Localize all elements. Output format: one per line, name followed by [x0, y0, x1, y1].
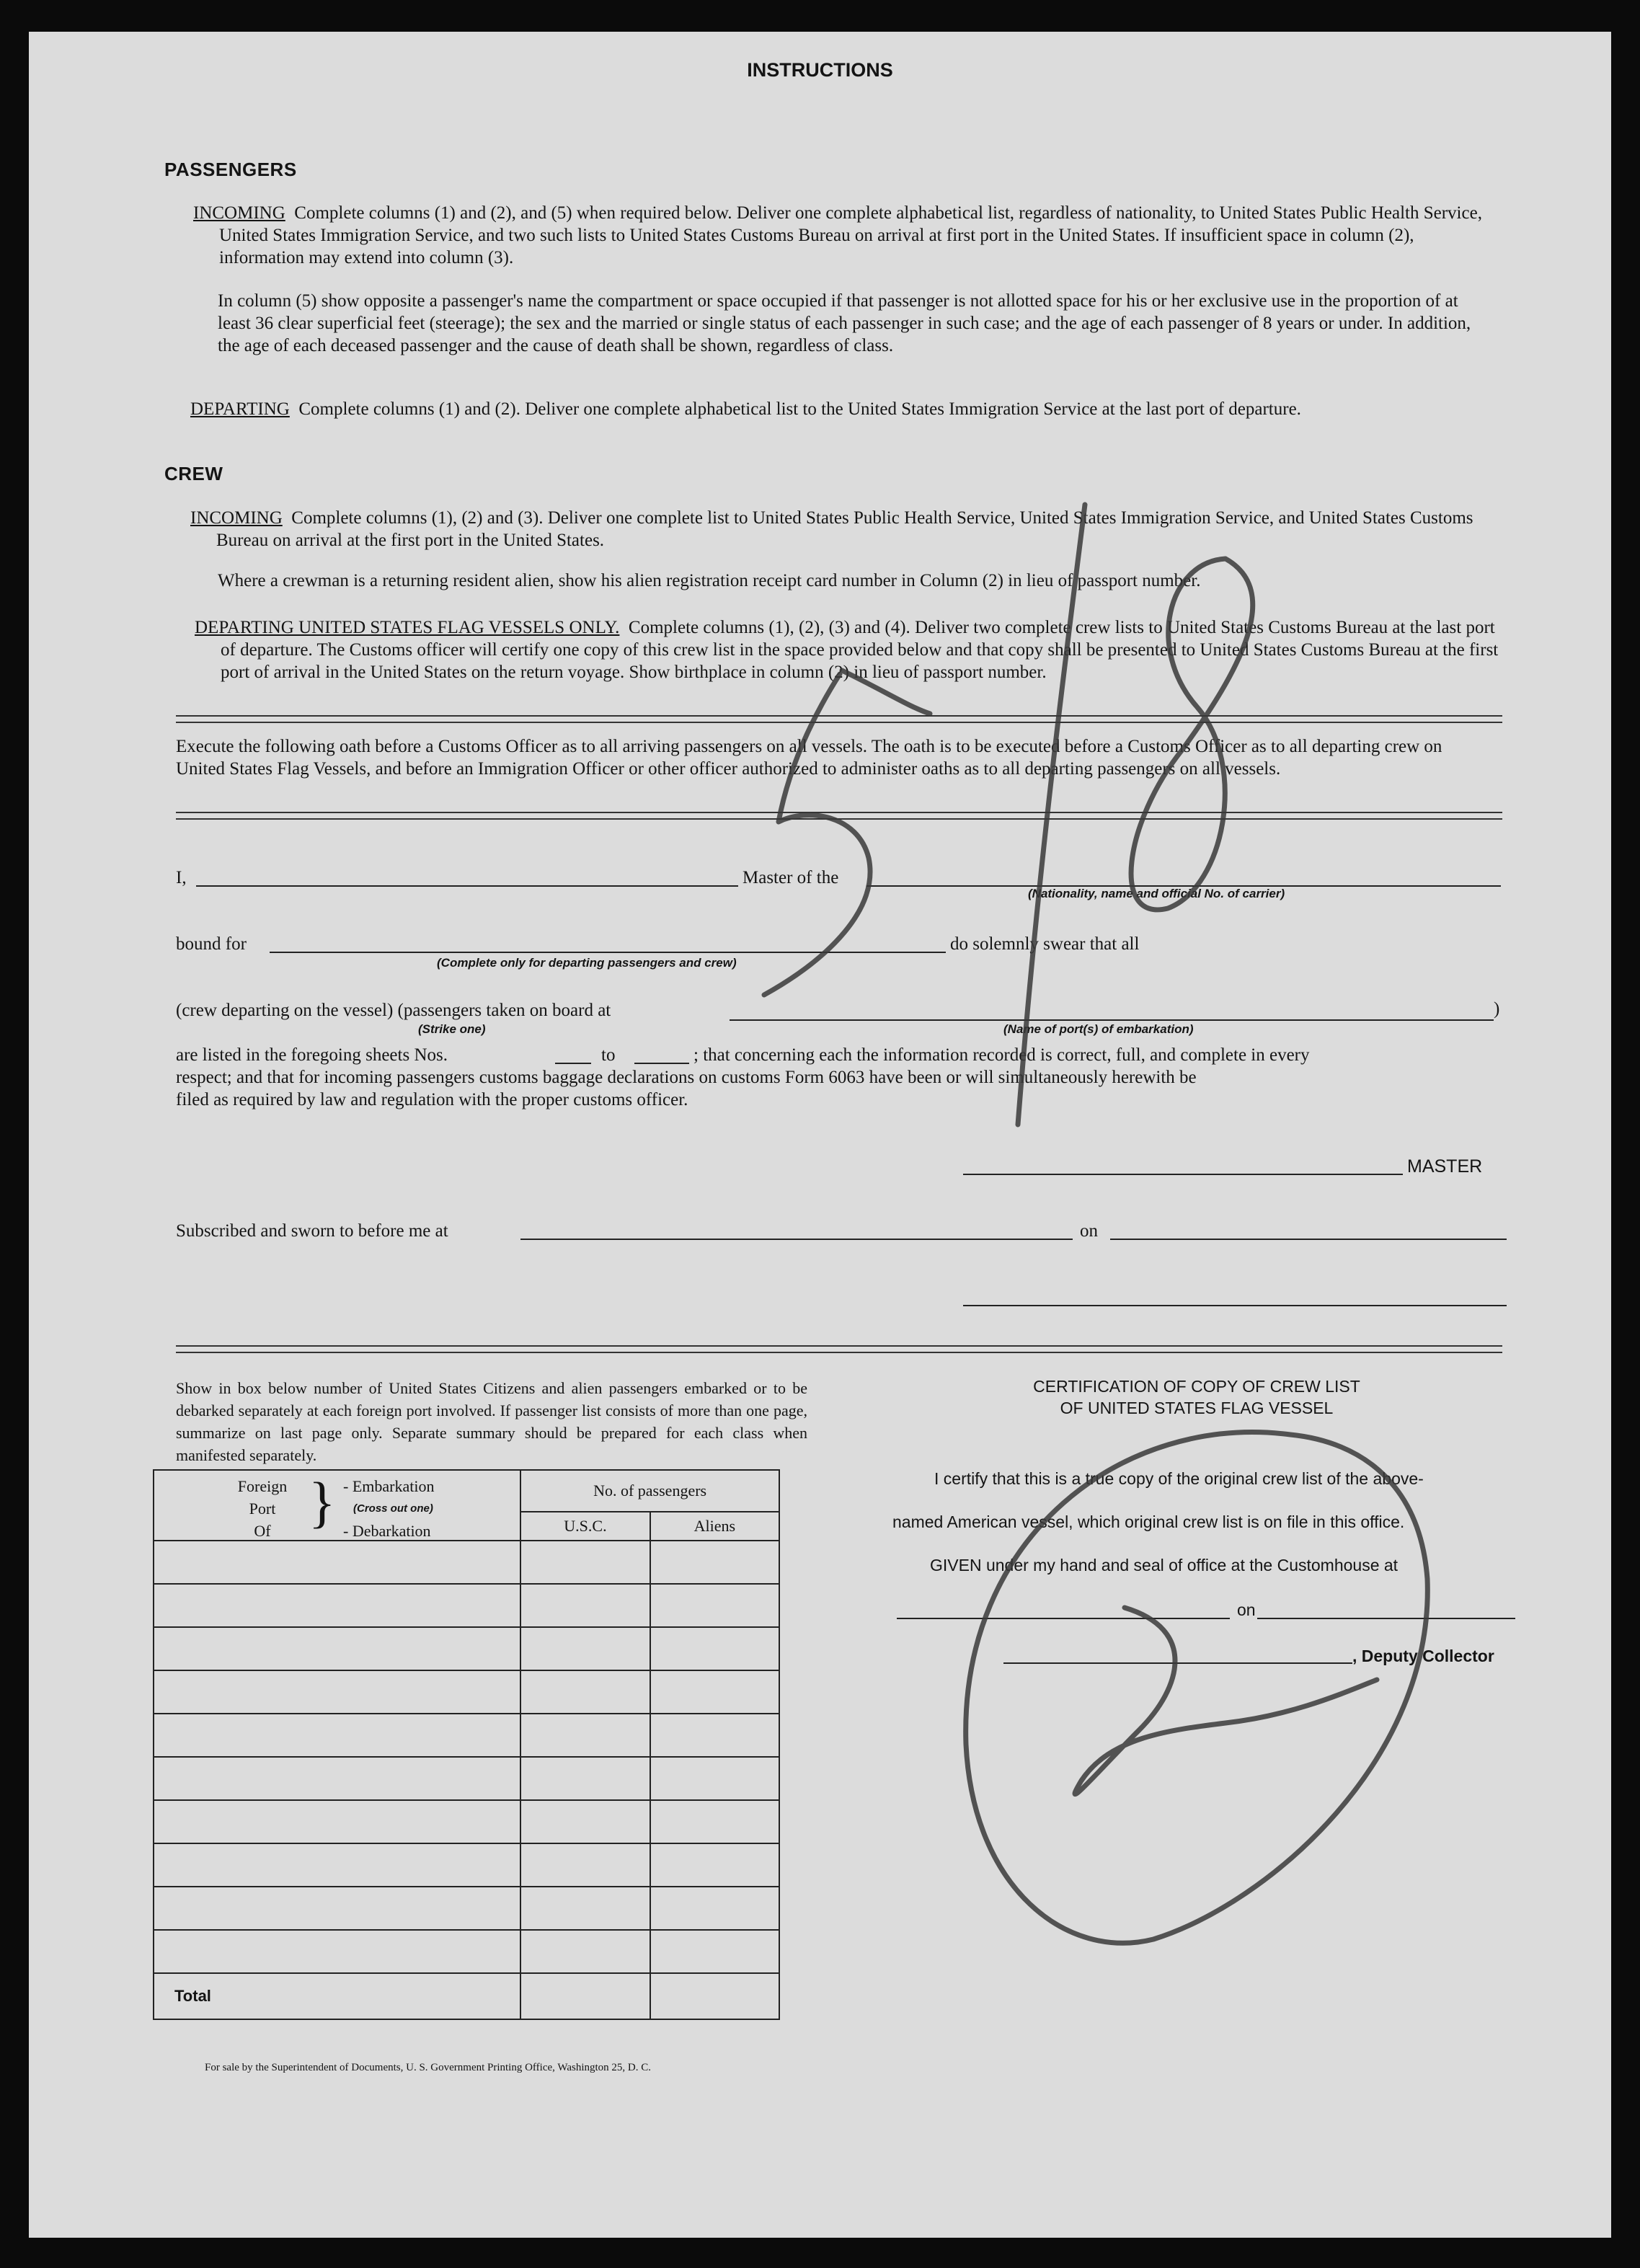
departing-hint: (Complete only for departing passengers and crew): [437, 956, 737, 970]
passengers-departing-text: Complete columns (1) and (2). Deliver one complete alphabetical list to the United States Immigration Service at the last port of departure.: [298, 399, 1301, 419]
listed-text-b: ; that concerning each the information recorded is correct, full, and complete in every: [693, 1045, 1310, 1065]
pencil-five-top: [842, 670, 930, 714]
cert-title-1: CERTIFICATION OF COPY OF CREW LIST: [1033, 1377, 1360, 1396]
cross-out-hint: (Cross out one): [353, 1502, 433, 1515]
master-label: MASTER: [1407, 1156, 1483, 1177]
listed-to-label: to: [601, 1045, 616, 1065]
listed-text-d: filed as required by law and regulation with the proper customs officer.: [176, 1090, 688, 1109]
pencil-slash: [1018, 505, 1085, 1125]
sworn-on-label: on: [1080, 1221, 1098, 1241]
usc-header: U.S.C.: [520, 1512, 650, 1541]
subscribed-label: Subscribed and sworn to before me at: [176, 1221, 448, 1241]
crew-incoming-text: Complete columns (1), (2) and (3). Deliver one complete list to United States Public Health Service, United States Immigration Service, and United States Customs Bureau on arrival at the first port in the United States.: [216, 508, 1473, 550]
no-passengers-header: No. of passengers: [520, 1470, 779, 1512]
cert-on-label: on: [1237, 1600, 1256, 1619]
pencil-eight: [1131, 559, 1253, 910]
crew-incoming-label: INCOMING: [190, 508, 283, 528]
cert-title-2: OF UNITED STATES FLAG VESSEL: [1060, 1399, 1334, 1417]
pencil-two: [1075, 1608, 1377, 1794]
listed-sheets-label: are listed in the foregoing sheets Nos.: [176, 1045, 448, 1065]
brace-glyph: }: [309, 1471, 336, 1533]
ports-hint: (Name of port(s) of embarkation): [1003, 1022, 1194, 1036]
aliens-header: Aliens: [650, 1512, 779, 1541]
summary-instruction: Show in box below number of United States Citizens and alien passengers embarked or to be debarked separately at each foreign port involved. If passenger list consists of more than one page, summarize on last page only. Separate summary should be prepared for each class when manifested separately.: [176, 1379, 807, 1464]
oath-instruction: Execute the following oath before a Customs Officer as to all arriving passengers on all vessels. The oath is to be executed before a Customs Officer as to all departing crew on United States Flag Vessels, and before an Immigration Officer or other officer authorized to administer oaths as to all departing passengers on all vessels.: [176, 737, 1442, 779]
crew-heading: CREW: [164, 463, 223, 484]
passengers-heading: PASSENGERS: [164, 159, 297, 180]
crew-departing-label: (crew departing on the vessel) (passengers taken on board at: [176, 1001, 611, 1020]
passengers-column5-paragraph: In column (5) show opposite a passenger's name the compartment or space occupied if that passenger is not allotted space for his or her exclusive use in the proportion of at least 36 clear superficial feet (steerage); the sex and the married or single status of each passenger in such case; and the age of each passenger of 8 years or under. In addition, the age of each deceased passenger and the cause of death shall be shown, regardless of class.: [218, 291, 1471, 355]
listed-text-c: respect; and that for incoming passengers customs baggage declarations on customs Form 6063 have been or will simultaneously herewith be: [176, 1068, 1197, 1087]
cert-line-1: I certify that this is a true copy of the original crew list of the above-: [934, 1469, 1424, 1488]
passengers-incoming-label: INCOMING: [193, 203, 285, 223]
master-of-the-label: Master of the: [743, 868, 839, 887]
bound-for-label: bound for: [176, 934, 247, 954]
deputy-collector-label: , Deputy Collector: [1352, 1647, 1494, 1665]
crew-resident-paragraph: Where a crewman is a returning resident alien, show his alien registration receipt card number in Column (2) in lieu of passport number.: [218, 571, 1201, 590]
gpo-footer: For sale by the Superintendent of Documents, U. S. Government Printing Office, Washington 25, D. C.: [205, 2062, 651, 2073]
port-label: Port: [249, 1500, 276, 1518]
page-title: INSTRUCTIONS: [747, 59, 893, 81]
debarkation-label: - Debarkation: [343, 1522, 431, 1540]
total-label: Total: [154, 1973, 520, 2019]
foreign-label: Foreign: [237, 1477, 288, 1495]
embarkation-label: - Embarkation: [343, 1477, 435, 1495]
passengers-incoming-text: Complete columns (1) and (2), and (5) when required below. Deliver one complete alphabetical list, regardless of nationality, to United States Public Health Service, United States Immigration Service, and two such lists to United States Customs Bureau on arrival at first port in the United States. If insufficient space in column (2), information may extend into column (3).: [219, 203, 1482, 267]
crew-departing-label: DEPARTING UNITED STATES FLAG VESSELS ONLY.: [195, 618, 620, 637]
of-label: Of: [254, 1522, 271, 1540]
passengers-departing-label: DEPARTING: [190, 399, 290, 419]
pencil-five-stroke: [764, 674, 870, 995]
close-paren: ): [1494, 999, 1500, 1019]
cert-line-2: named American vessel, which original crew list is on file in this office.: [892, 1512, 1405, 1531]
strike-one-hint: (Strike one): [418, 1022, 486, 1036]
swear-label: do solemnly swear that all: [950, 934, 1140, 954]
cert-line-3: GIVEN under my hand and seal of office at the Customhouse at: [930, 1556, 1399, 1574]
carrier-hint: (Nationality, name and official No. of carrier): [1028, 887, 1285, 900]
oath-i-label: I,: [176, 868, 187, 887]
crew-departing-text: Complete columns (1), (2), (3) and (4). Deliver two complete crew lists to United States Customs Bureau at the last port of departure. The Customs officer will certify one copy of this crew list in the space provided below and that copy shall be presented to United States Customs Bureau at the first port of arrival in the United States on the return voyage. Show birthplace in column (2) in lieu of passport number.: [221, 618, 1499, 682]
